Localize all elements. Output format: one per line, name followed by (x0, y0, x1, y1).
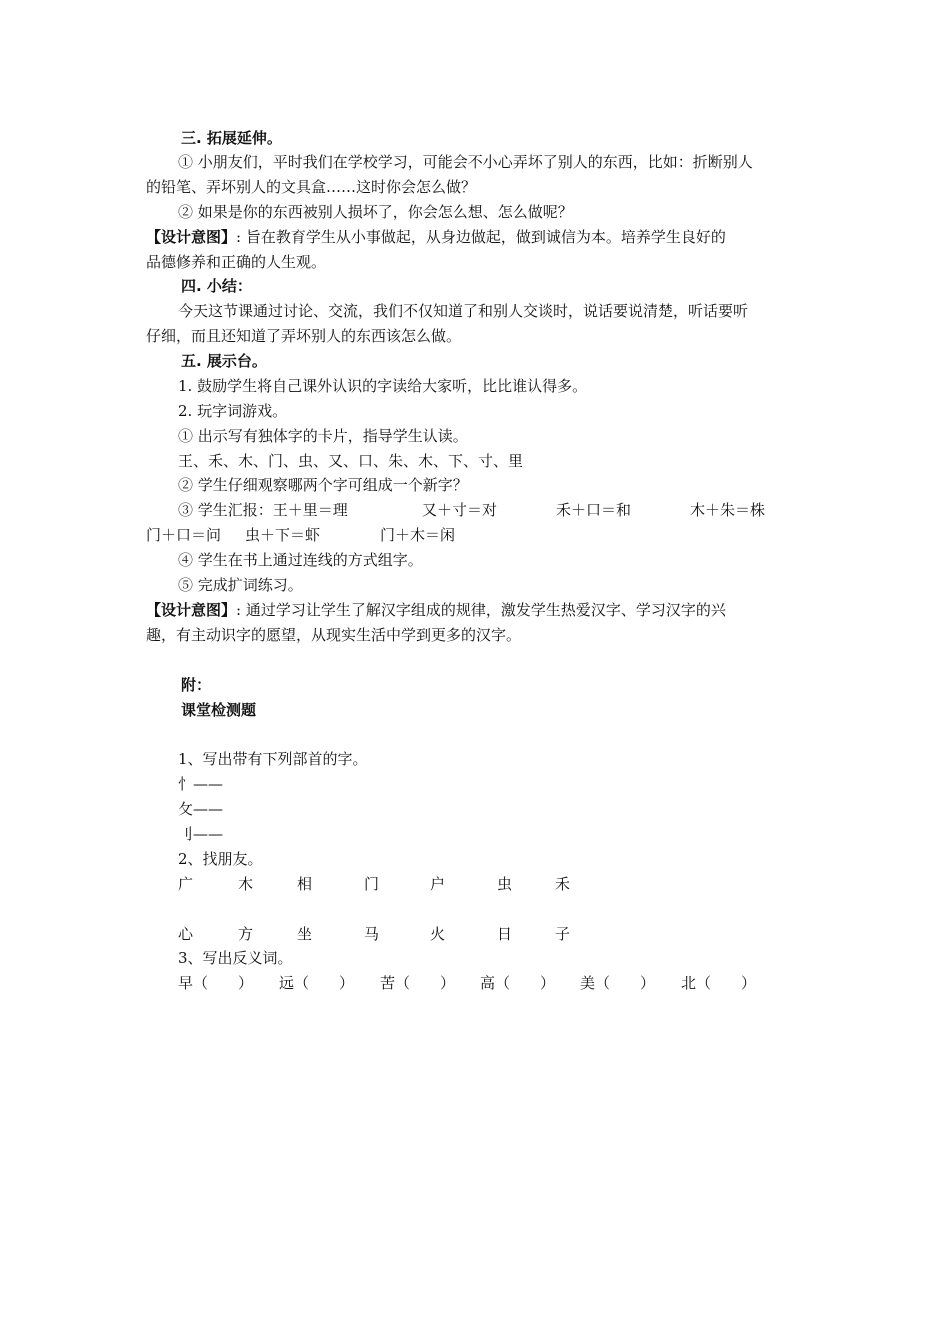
radical-item: 刂—— (178, 825, 224, 843)
match-char: 广 (178, 875, 194, 893)
antonym-item: 早（ ） (178, 974, 254, 992)
sec5-step-1: ① 出示写有独体字的卡片，指导学生认读。 (178, 427, 468, 445)
match-char: 马 (364, 925, 380, 943)
equation: 门＋口＝问 (146, 526, 222, 544)
sec3-design-intent (146, 227, 726, 247)
sec3-paragraph-2: ② 如果是你的东西被别人损坏了，你会怎么想、怎么做呢？ (178, 203, 573, 221)
match-char: 木 (238, 875, 254, 893)
sec3-paragraph-1: ① 小朋友们，平时我们在学校学习，可能会不小心弄坏了别人的东西，比如：折断别人 (178, 153, 753, 171)
antonym-item: 美（ ） (580, 974, 656, 992)
match-char: 火 (430, 925, 446, 943)
section-5-heading: 五. 展示台。 (181, 352, 267, 370)
radical-item: 忄—— (178, 775, 224, 793)
equation: 木＋朱＝株 (690, 501, 766, 519)
match-char: 相 (297, 875, 313, 893)
quiz-title: 课堂检测题 (181, 701, 257, 719)
sec5-step-2: ② 学生仔细观察哪两个字可组成一个新字？ (178, 476, 468, 494)
match-char: 方 (238, 925, 254, 943)
sec4-summary-cont: 仔细，而且还知道了弄坏别人的东西该怎么做。 (146, 327, 462, 345)
sec5-step-5: ⑤ 完成扩词练习。 (178, 576, 303, 594)
match-char: 门 (364, 875, 380, 893)
design-intent-label: 【设计意图】 (146, 228, 237, 246)
match-char: 子 (555, 925, 571, 943)
section-4-heading: 四. 小结： (181, 277, 252, 295)
equation: 禾＋口＝和 (556, 501, 632, 519)
antonym-item: 苦（ ） (380, 974, 456, 992)
match-char: 坐 (297, 925, 313, 943)
sec5-item-2: 2. 玩字词游戏。 (178, 402, 288, 420)
match-char: 禾 (555, 875, 571, 893)
antonym-item: 远（ ） (279, 974, 355, 992)
sec3-paragraph-1-cont: 的铅笔、弄坏别人的文具盒……这时你会怎么做？ (146, 178, 477, 196)
sec5-character-list: 王、禾、木、门、虫、又、口、朱、木、下、寸、里 (178, 452, 524, 470)
quiz-question-3: 3、写出反义词。 (178, 949, 293, 967)
radical-item: 攵—— (178, 800, 224, 818)
equation: 门＋木＝闲 (380, 526, 456, 544)
equation: 虫＋下＝虾 (245, 526, 321, 544)
quiz-question-2: 2、找朋友。 (178, 850, 263, 868)
section-3-heading: 三. 拓展延伸。 (181, 129, 282, 147)
sec4-summary: 今天这节课通过讨论、交流，我们不仅知道了和别人交谈时，说话要说清楚，听话要听 (178, 302, 749, 320)
design-intent-text: : 旨在教育学生从小事做起，从身边做起，做到诚信为本。培养学生良好的 (236, 228, 726, 246)
sec5-design-intent (146, 600, 726, 620)
sec5-step-4: ④ 学生在书上通过连线的方式组字。 (178, 551, 423, 569)
appendix-label: 附： (181, 676, 212, 694)
match-char: 心 (178, 925, 194, 943)
quiz-question-1: 1、写出带有下列部首的字。 (178, 750, 368, 768)
design-intent-label: 【设计意图】 (146, 601, 237, 619)
sec5-step-3: ③ 学生汇报：王＋里＝理 (178, 501, 348, 519)
sec5-item-1: 1. 鼓励学生将自己课外认识的字读给大家听，比比谁认得多。 (178, 377, 588, 395)
match-char: 户 (430, 875, 446, 893)
sec3-design-intent-cont: 品德修养和正确的人生观。 (146, 253, 327, 271)
equation: 又＋寸＝对 (422, 501, 498, 519)
match-char: 虫 (497, 875, 513, 893)
antonym-item: 高（ ） (480, 974, 556, 992)
sec5-design-intent-cont: 趣，有主动识字的愿望，从现实生活中学到更多的汉字。 (146, 626, 522, 644)
design-intent-text: : 通过学习让学生了解汉字组成的规律，激发学生热爱汉字、学习汉字的兴 (236, 601, 726, 619)
antonym-item: 北（ ） (681, 974, 757, 992)
match-char: 日 (497, 925, 513, 943)
